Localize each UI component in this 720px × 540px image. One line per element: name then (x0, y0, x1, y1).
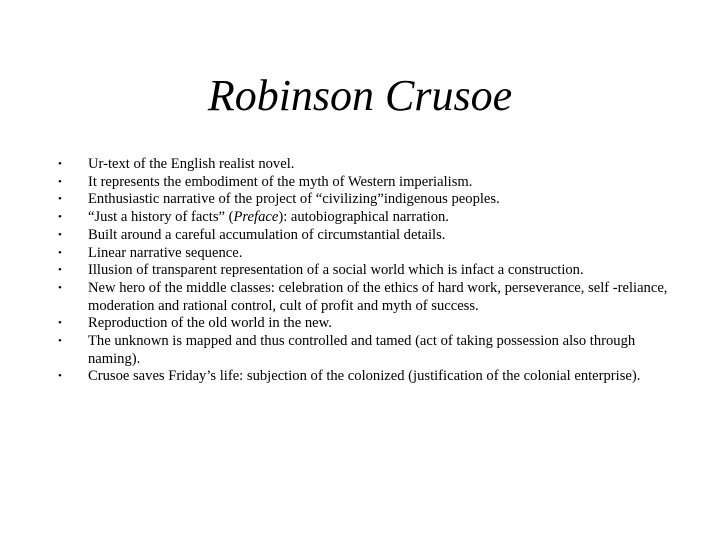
bullet-text-segment: New hero of the middle classes: celebration of the ethics of hard work, perseverance, self -reliance, moderation and rational control, cult of profit and myth of success. (88, 279, 668, 314)
bullet-icon: • (58, 317, 62, 330)
bullet-text (88, 227, 676, 245)
bullet-item (56, 227, 676, 245)
bullet-text-segment: Built around a careful accumulation of circumstantial details. (88, 226, 446, 243)
bullet-list (56, 156, 676, 386)
bullet-item (56, 191, 676, 209)
bullet-item (56, 315, 676, 333)
bullet-text (88, 191, 676, 209)
bullet-text-segment: The unknown is mapped and thus controlled and tamed (act of taking possession also through naming). (88, 333, 636, 367)
bullet-text-segment: Illusion of transparent representation of a social world which is infact a construction. (88, 262, 584, 279)
bullet-icon: • (58, 158, 62, 170)
bullet-icon: • (58, 211, 62, 224)
bullet-item (56, 209, 676, 227)
bullet-icon: • (58, 264, 62, 277)
bullet-text (88, 333, 676, 368)
bullet-text (88, 262, 676, 280)
bullet-item (56, 368, 676, 386)
bullet-text (88, 174, 676, 192)
bullet-text-italic: Preface (233, 209, 279, 226)
bullet-item (56, 174, 676, 192)
bullet-text-segment: “Just a history of facts” ( (88, 209, 234, 226)
bullet-item (56, 280, 676, 315)
bullet-icon: • (58, 175, 62, 188)
bullet-text-segment: Reproduction of the old world in the new. (88, 315, 332, 332)
bullet-text (88, 245, 676, 263)
slide-title: Robinson Crusoe (207, 71, 513, 120)
bullet-text-segment: Ur-text of the English realist novel. (88, 156, 295, 172)
bullet-icon: • (58, 370, 62, 383)
bullet-text (88, 156, 676, 174)
bullet-icon: • (58, 281, 62, 294)
bullet-item (56, 245, 676, 263)
bullet-item (56, 262, 676, 280)
bullet-text-segment: Enthusiastic narrative of the project of “civilizing”indigenous peoples. (88, 191, 500, 208)
bullet-text-segment: ): autobiographical narration. (278, 209, 449, 226)
bullet-icon: • (58, 193, 62, 206)
bullet-icon: • (58, 228, 62, 241)
bullet-text (88, 315, 676, 333)
bullet-text-segment: Crusoe saves Friday’s life: subjection of the colonized (justification of the colonial enterprise). (88, 368, 641, 385)
bullet-item (56, 156, 676, 174)
bullet-text-segment: Linear narrative sequence. (88, 244, 243, 261)
bullet-text-segment: It represents the embodiment of the myth of Western imperialism. (88, 173, 473, 190)
bullet-icon: • (58, 335, 62, 348)
bullet-text (88, 368, 676, 386)
bullet-text (88, 209, 676, 227)
bullet-text (88, 280, 676, 315)
bullet-icon: • (58, 246, 62, 259)
bullet-item (56, 333, 676, 368)
